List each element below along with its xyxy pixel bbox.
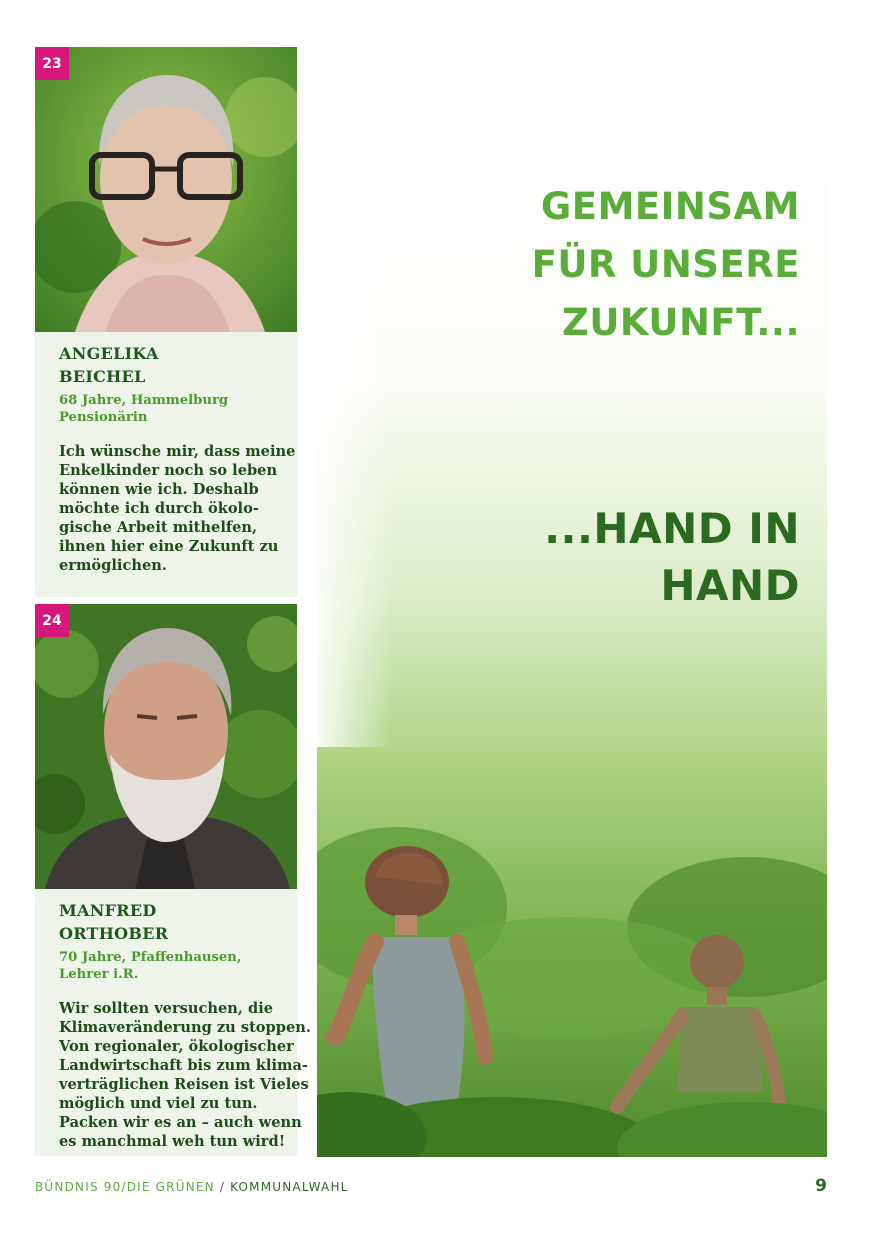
candidate-name: ANGELIKA BEICHEL xyxy=(59,344,159,386)
candidate-photo xyxy=(35,604,297,889)
portrait-image xyxy=(35,604,297,889)
headline-part-1: GEMEINSAM FÜR UNSERE ZUKUNFT... xyxy=(531,185,800,344)
headline-part-2: ...HAND IN HAND xyxy=(544,504,800,610)
candidate-details: 68 Jahre, Hammelburg Pensionärin xyxy=(59,393,229,425)
footer-section: KOMMUNALWAHL xyxy=(230,1180,349,1194)
candidate-number-badge: 23 xyxy=(35,47,69,80)
candidate-photo xyxy=(35,47,297,332)
candidate-number-badge: 24 xyxy=(35,604,69,637)
page-footer xyxy=(35,1180,349,1194)
candidate-card-24 xyxy=(35,604,311,1156)
candidate-quote: Ich wünsche mir, dass meine Enkelkinder noch so leben können wie ich. Deshalb möchte ich durch ökolo- gische Arbeit mithelfen, ihnen hier eine Zukunft zu ermöglichen. xyxy=(59,443,296,574)
footer-separator: / xyxy=(219,1180,226,1194)
candidate-quote: Wir sollten versuchen, die Klimaveränderung zu stoppen. Von regionaler, ökologischer Landwirtschaft bis zum klima- verträglichen Reisen ist Vieles möglich und viel zu tun. Packen wir es an – auch wenn es manchmal weh tun wird! xyxy=(59,1000,311,1150)
candidate-details: 70 Jahre, Pfaffenhausen, Lehrer i.R. xyxy=(59,950,242,982)
portrait-image xyxy=(35,47,297,332)
candidate-card-23 xyxy=(35,47,297,597)
footer-party-name: BÜNDNIS 90/DIE GRÜNEN xyxy=(35,1180,215,1194)
candidate-name: MANFRED ORTHOBER xyxy=(59,901,169,943)
page-number: 9 xyxy=(815,1176,827,1196)
